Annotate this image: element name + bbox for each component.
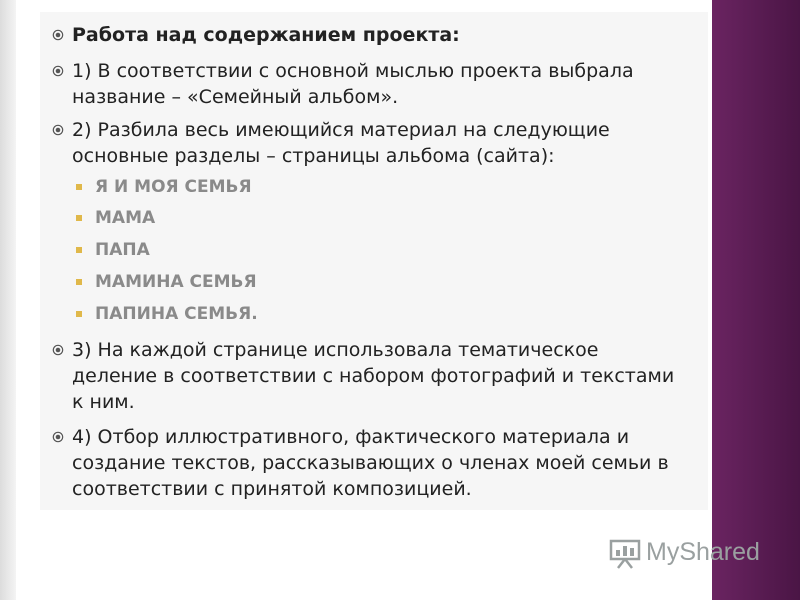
subitem-papa-family: ПАПИНА СЕМЬЯ. [95, 304, 258, 324]
heading-bullet-icon [52, 29, 64, 41]
item-3-line-2: деление в соответствии с набором фотографий и текстами [72, 365, 675, 387]
item-3-line-3: к ним. [72, 391, 135, 413]
subitem-family: Я И МОЯ СЕМЬЯ [95, 177, 252, 197]
presentation-board-icon [608, 538, 642, 574]
item-2-bullet-icon [52, 124, 64, 136]
watermark-text: MyShared [646, 538, 760, 566]
item-4-bullet-icon [52, 431, 64, 443]
item-3-line-1: 3) На каждой странице использовала тематическое [72, 339, 599, 361]
subitem-1-bullet-icon [76, 184, 82, 190]
item-3-bullet-icon [52, 344, 64, 356]
item-4-line-2: создание текстов, рассказывающих о членах моей семьи в [72, 452, 669, 474]
right-purple-band [712, 0, 800, 600]
slide-heading: Работа над содержанием проекта: [72, 24, 460, 46]
item-1-bullet-icon [52, 65, 64, 77]
item-4-line-3: соответствии с принятой композицией. [72, 478, 472, 500]
item-1-line-1: 1) В соответствии с основной мыслью проекта выбрала [72, 60, 634, 82]
item-2-line-2: основные разделы – страницы альбома (сайта): [72, 145, 555, 167]
subitem-mama-family: МАМИНА СЕМЬЯ [95, 272, 257, 292]
subitem-4-bullet-icon [76, 279, 82, 285]
subitem-2-bullet-icon [76, 215, 82, 221]
item-2-line-1: 2) Разбила весь имеющийся материал на следующие [72, 119, 610, 141]
subitem-3-bullet-icon [76, 247, 82, 253]
item-1-line-2: название – «Семейный альбом». [72, 86, 399, 108]
subitem-mama: МАМА [95, 208, 156, 228]
subitem-papa: ПАПА [95, 240, 150, 260]
myshared-watermark [608, 536, 768, 572]
subitem-5-bullet-icon [76, 311, 82, 317]
left-decorative-band [0, 0, 16, 600]
item-4-line-1: 4) Отбор иллюстративного, фактического материала и [72, 426, 630, 448]
